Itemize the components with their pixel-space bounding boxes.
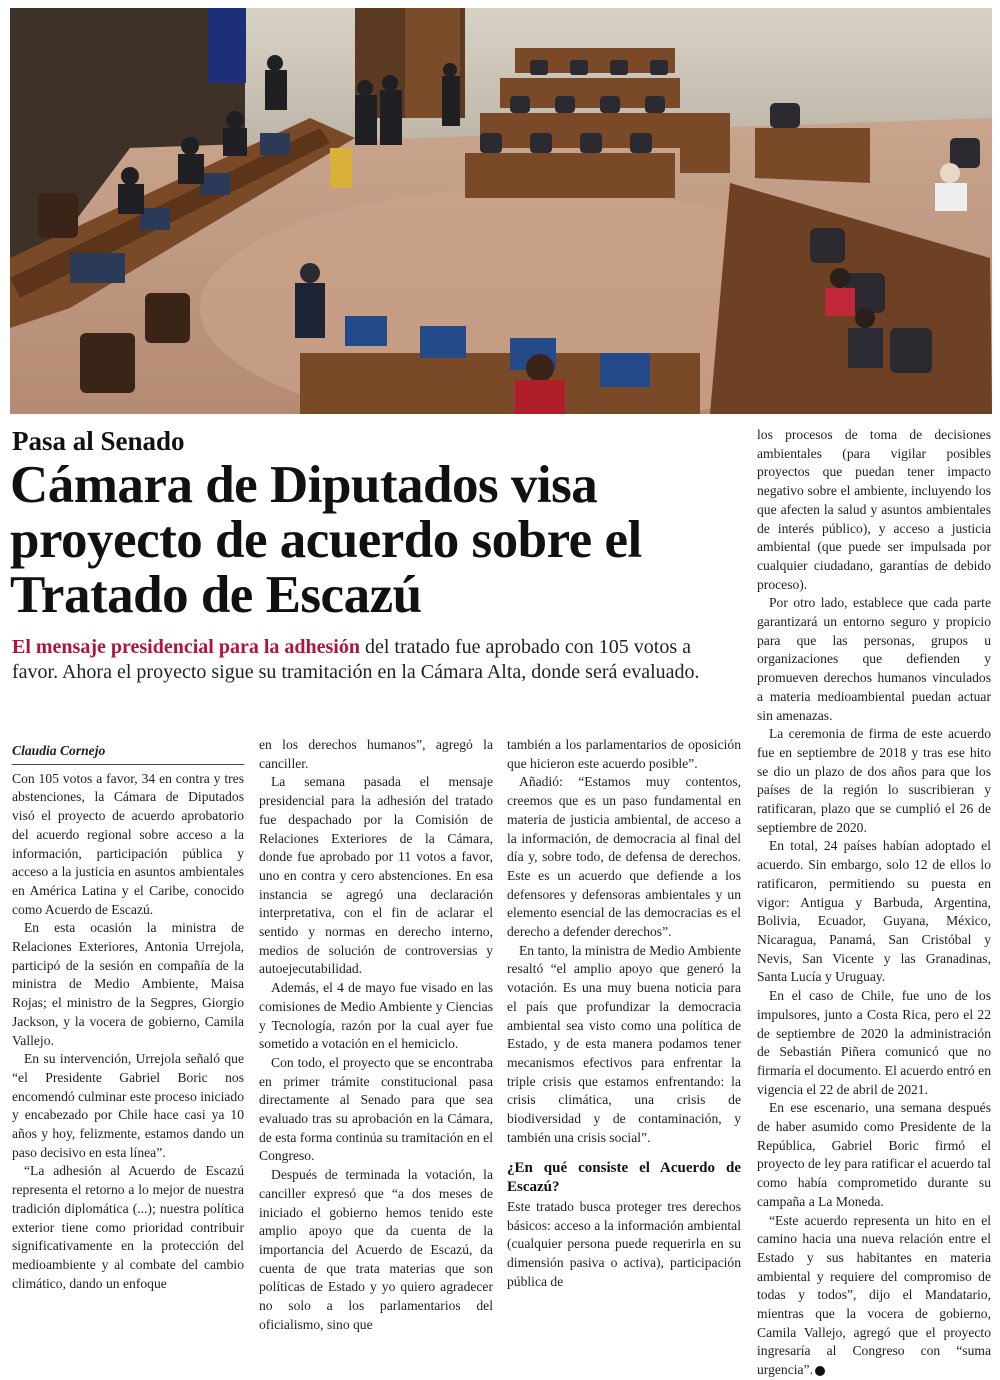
paragraph: En su intervención, Urrejola señaló que “el Presidente Gabriel Boric nos encomendó culminar este proceso iniciado y encabezado por Chile hace casi ya 10 años y hoy, felizmente, estamos dando un paso decisivo en esta línea”. — [12, 1051, 244, 1160]
subhead: ¿En qué consiste el Acuerdo de Escazú? — [507, 1160, 741, 1196]
paragraph: “La adhesión al Acuerdo de Escazú representa el retorno a lo mejor de nuestra tradición diplomática (...); nuestra política exterior tiene como prioridad contribuir significativamente en la protección del medioambiente y al combate del cambio climático, dando un enfoque — [12, 1163, 244, 1291]
paragraph: Por otro lado, establece que cada parte garantizará un entorno seguro y propicio para que las personas, grupos u organizaciones que defienden y promueven derechos humanos vinculados a materia medioambiental puedan actuar sin amenazas. — [757, 595, 991, 723]
paragraph: En esta ocasión la ministra de Relaciones Exteriores, Antonia Urrejola, participó de la sesión en compañía de la ministra de Medio Ambiente, Maisa Rojas; el ministro de la Segpres, Giorgio Jackson, y la vocera de gobierno, Camila Vallejo. — [12, 920, 244, 1048]
chamber-photo — [10, 8, 992, 414]
paragraph: los procesos de toma de decisiones ambientales (para vigilar posibles proyectos que puedan tener impacto negativo sobre el ambiente, incluyendo los que afecten la salud y asuntos ambientales de interés público), y acceso a justicia ambiental (que puede ser impulsada por cualquier ciudadano, garantías de debido proceso). — [757, 427, 991, 592]
paragraph: La ceremonia de firma de este acuerdo fue en septiembre de 2018 y tras ese hito se dio un plazo de dos años para que los países de la región lo suscribieran y ratificaran, plazo que se cumplió el 26 de septiembre de 2020. — [757, 726, 991, 835]
deck — [12, 635, 742, 685]
deck-lead: El mensaje presidencial para la adhesión — [12, 636, 360, 658]
article-column-3 — [507, 736, 741, 1291]
end-of-article-icon — [815, 1366, 825, 1376]
paragraph: Con 105 votos a favor, 34 en contra y tres abstenciones, la Cámara de Diputados visó el proyecto de acuerdo aprobatorio del acuerdo regional sobre acceso a la información, participación pública y acceso a la justicia en asuntos ambientales en América Latina y el Caribe, conocido como Acuerdo de Escazú. — [12, 770, 244, 917]
paragraph: En total, 24 países habían adoptado el acuerdo. Sin embargo, solo 12 de ellos lo ratificaron, permitiendo su puesta en vigor: Antigua y Barbuda, Argentina, Bolivia, Ecuador, Guyana, México, Nicaragua, Panamá, San Cristóbal y Nevis, San Vicente y las Granadinas, Santa Lucía y Uruguay. — [757, 838, 991, 985]
paragraph: En ese escenario, una semana después de haber asumido como Presidente de la República, Gabriel Boric firmó el proyecto de ley para ratificar el acuerdo tal como había comprometido durante su campaña a La Moneda. — [757, 1100, 991, 1209]
paragraph: Después de terminada la votación, la canciller expresó que “a dos meses de iniciado el gobierno hemos tenido este amplio apoyo que da cuenta de la importancia del Acuerdo de Escazú, da cuenta de que trata materias que son políticas de Estado y yo quiero agradecer no solo a los parlamentarios del oficialismo, sino que — [259, 1167, 493, 1332]
article-column-2 — [259, 736, 493, 1335]
deck-rest: del tratado fue aprobado con 105 votos a favor. Ahora el proyecto sigue su tramitación en la Cámara Alta, donde será evaluado. — [12, 636, 700, 683]
byline: Claudia Cornejo — [12, 742, 244, 765]
closing-quote: “Este acuerdo representa un hito en el camino hacia una nueva relación entre el Estado y sus habitantes en materia ambiental y requiere del compromiso de todas y todos”, dijo el Mandatario, mientras que la vocera de gobierno, Camila Vallejo, agregó que el proyecto ingresaría al Congreso con “suma urgencia”. — [757, 1212, 991, 1378]
article-column-4 — [757, 426, 991, 1380]
paragraph: Con todo, el proyecto que se encontraba en primer trámite constitucional pasa directamente al Senado para que sea evaluado tras su aprobación en la Cámara, de esta forma continúa su tramitación en el Congreso. — [259, 1054, 493, 1164]
paragraph: Este tratado busca proteger tres derechos básicos: acceso a la información ambiental (cualquier persona puede requerirla en su dimensión pasiva o activa), participación pública de — [507, 1198, 741, 1289]
paragraph: En el caso de Chile, fue uno de los impulsores, junto a Costa Rica, pero el 22 de septiembre de 2020 la administración de Sebastián Piñera comunicó que no firmaría el documento. El acuerdo entró en vigencia el 22 de abril de 2021. — [757, 988, 991, 1097]
paragraph: también a los parlamentarios de oposición que hicieron este acuerdo posible”. — [507, 737, 741, 771]
paragraph: La semana pasada el mensaje presidencial para la adhesión del tratado fue despachado por la Comisión de Relaciones Exteriores de la Cámara, donde fue aprobado por 11 votos a favor, uno en contra y cero abstenciones. En esa instancia se agregó una declaración interpretativa, con el fin de aclarar el sentido y normas en derecho interno, medios de solución de controversias y autoejecutabilidad. — [259, 774, 493, 977]
paragraph: Añadió: “Estamos muy contentos, creemos que es un paso fundamental en materia de justicia ambiental, de acceso a la información, de democracia al final del día y, sobre todo, de defensa de derechos. Este es un acuerdo que defiende a los defensores y defensoras ambientales y un elemento esencial de las democracias es el derecho a defender derechos”. — [507, 774, 741, 940]
chamber-photo-illustration — [10, 8, 992, 414]
kicker: Pasa al Senado — [12, 426, 185, 456]
paragraph: en los derechos humanos”, agregó la canciller. — [259, 737, 493, 771]
paragraph: Además, el 4 de mayo fue visado en las comisiones de Medio Ambiente y Ciencias y Tecnología, razón por la cual ayer fue sometido a votación en el hemiciclo. — [259, 980, 493, 1052]
article-column-1 — [12, 742, 244, 1293]
paragraph: En tanto, la ministra de Medio Ambiente resaltó “el amplio apoyo que generó la votación. Es una muy buena noticia para el país que profundizar la democracia ambiental sea visto como una política de Estado, y de esta manera podamos tener mecanismos efectivos para enfrentar la triple crisis que estamos enfrentando: la crisis climática, una crisis de biodiversidad y de contaminación, y también una crisis social”. — [507, 942, 741, 1145]
headline: Cámara de Diputados visa proyecto de acuerdo sobre el Tratado de Escazú — [10, 456, 642, 624]
paragraph — [757, 1212, 991, 1380]
